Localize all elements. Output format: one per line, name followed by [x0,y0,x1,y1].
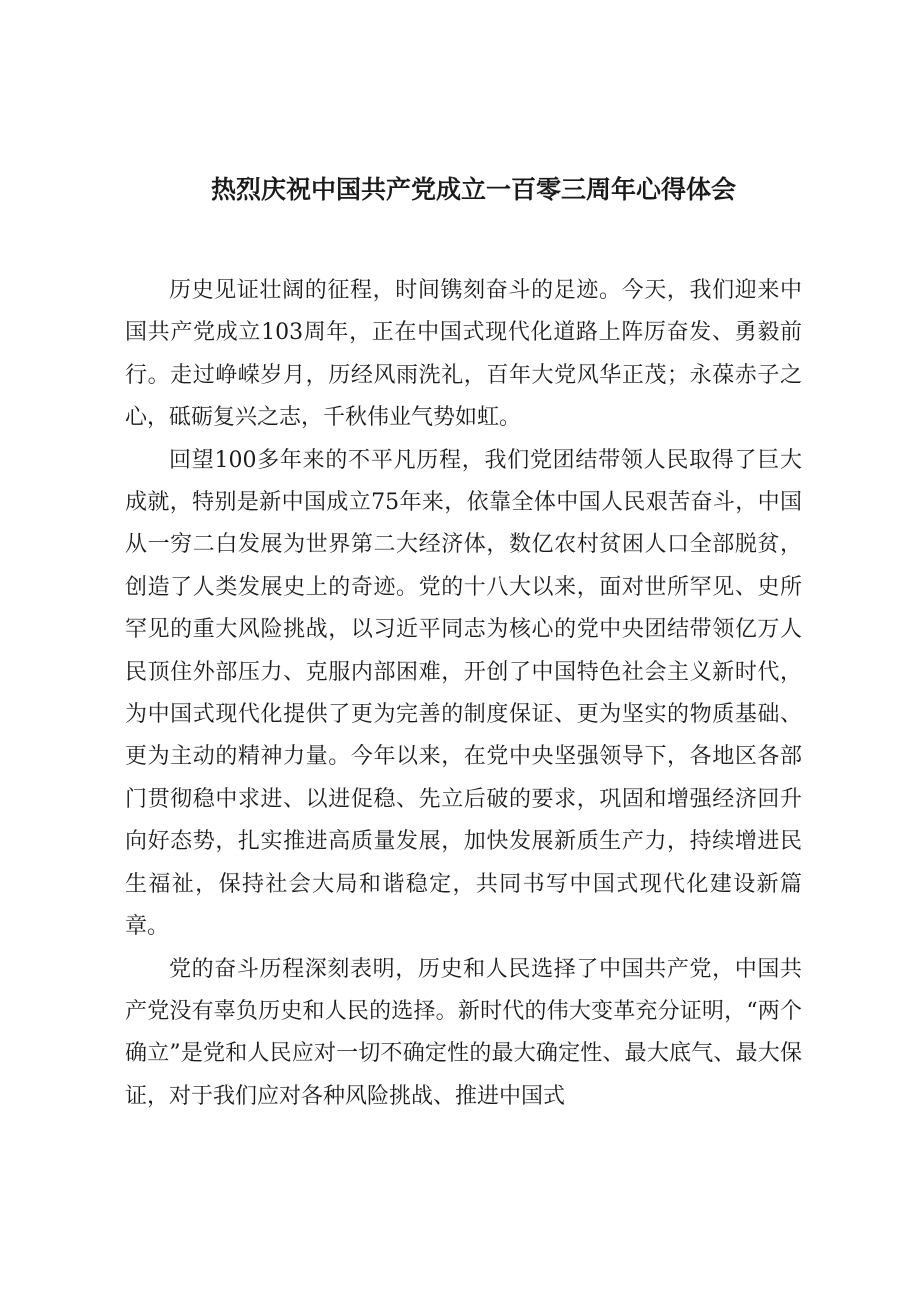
paragraph-1: 历史见证壮阔的征程，时间镌刻奋斗的足迹。今天，我们迎来中国共产党成立103周年，正在中国式现代化道路上阵厉奋发、勇毅前行。走过峥嵘岁月，历经风雨洗礼，百年大党风华正茂；永葆赤子之心，砥砺复兴之志，千秋伟业气势如虹。 [125,278,802,431]
paragraph-2: 回望100多年来的不平凡历程，我们党团结带领人民取得了巨大成就，特别是新中国成立75年来，依靠全体中国人民艰苦奋斗，中国从一穷二白发展为世界第二大经济体，数亿农村贫困人口全部脱贫，创造了人类发展史上的奇迹。党的十八大以来，面对世所罕见、史所罕见的重大风险挑战，以习近平同志为核心的党中央团结带领亿万人民顶住外部压力、克服内部困难，开创了中国特色社会主义新时代，为中国式现代化提供了更为完善的制度保证、更为坚实的物质基础、更为主动的精神力量。今年以来，在党中央坚强领导下，各地区各部门贯彻稳中求进、以进促稳、先立后破的要求，巩固和增强经济回升向好态势，扎实推进高质量发展，加快发展新质生产力，持续增进民生福祉，保持社会大局和谐稳定，共同书写中国式现代化建设新篇章。 [125,447,802,940]
document-title: 热烈庆祝中国共产党成立一百零三周年心得体会 [210,175,736,204]
paragraph-3: 党的奋斗历程深刻表明，历史和人民选择了中国共产党，中国共产党没有辜负历史和人民的选择。新时代的伟大变革充分证明，“两个确立”是党和人民应对一切不确定性的最大确定性、最大底气、最大保证，对于我们应对各种风险挑战、推进中国式 [125,956,802,1109]
document-body [125,270,802,1118]
